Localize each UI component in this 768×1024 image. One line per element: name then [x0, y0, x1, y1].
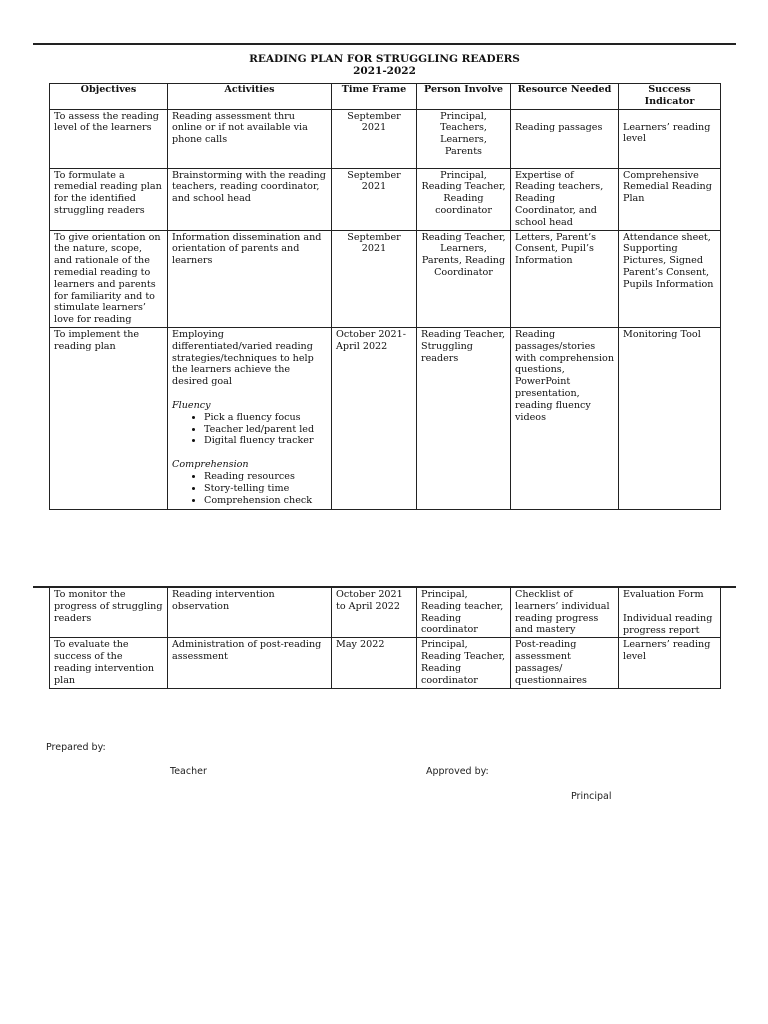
- activity-cell: Reading intervention observation: [168, 588, 332, 638]
- list-item: • Digital fluency tracker: [204, 435, 327, 447]
- time-frame-cell: September 2021: [332, 109, 417, 168]
- table-row: [50, 327, 721, 509]
- spacer: [623, 601, 716, 613]
- objective-cell: To formulate a remedial reading plan for the identified struggling readers: [50, 168, 168, 230]
- table-row: [50, 109, 721, 168]
- table-row: [50, 638, 721, 688]
- resource-cell: Post-reading assessment passages/ questionnaires: [511, 638, 619, 688]
- time-frame-cell: October 2021 to April 2022: [332, 588, 417, 638]
- header-resource-needed: Resource Needed: [511, 84, 619, 110]
- header-objectives: Objectives: [50, 84, 168, 110]
- indicator-cell: Learners’ reading level: [619, 109, 721, 168]
- objective-cell: To assess the reading level of the learners: [50, 109, 168, 168]
- comprehension-list: [172, 471, 327, 506]
- time-frame-cell: May 2022: [332, 638, 417, 688]
- time-frame-cell: October 2021-April 2022: [332, 327, 417, 509]
- person-cell: Reading Teacher, Learners, Parents, Reading Coordinator: [417, 230, 511, 327]
- person-cell: Principal, Teachers, Learners, Parents: [417, 109, 511, 168]
- resource-cell: Reading passages/stories with comprehension questions, PowerPoint presentation, reading fluency videos: [511, 327, 619, 509]
- resource-cell: Checklist of learners’ individual reading progress and mastery: [511, 588, 619, 638]
- table-row: [50, 230, 721, 327]
- activity-cell: Reading assessment thru online or if not available via phone calls: [168, 109, 332, 168]
- resource-cell: Reading passages: [511, 109, 619, 168]
- person-cell: Principal, Reading Teacher, Reading coordinator: [417, 168, 511, 230]
- comprehension-label: Comprehension: [172, 459, 249, 471]
- header-activities: Activities: [168, 84, 332, 110]
- person-cell: Principal, Reading teacher, Reading coordinator: [417, 588, 511, 638]
- teacher-signature-label: Teacher: [170, 766, 207, 777]
- time-frame-cell: September 2021: [332, 168, 417, 230]
- person-cell: Principal, Reading Teacher, Reading coordinator: [417, 638, 511, 688]
- document-year: 2021-2022: [353, 65, 416, 77]
- resource-cell: Letters, Parent’s Consent, Pupil’s Information: [511, 230, 619, 327]
- indicator-cell: Comprehensive Remedial Reading Plan: [619, 168, 721, 230]
- reading-plan-table-continued: [49, 587, 721, 689]
- prepared-by-label: Prepared by:: [46, 742, 106, 753]
- list-item: • Story-telling time: [204, 483, 327, 495]
- list-item: • Comprehension check: [204, 495, 327, 507]
- indicator-cell: [619, 588, 721, 638]
- objective-cell: To monitor the progress of struggling readers: [50, 588, 168, 638]
- header-person-involve: Person Involve: [417, 84, 511, 110]
- objective-cell: To implement the reading plan: [50, 327, 168, 509]
- principal-signature-label: Principal: [571, 791, 612, 802]
- activity-cell: Brainstorming with the reading teachers, reading coordinator, and school head: [168, 168, 332, 230]
- activity-cell: [168, 327, 332, 509]
- activity-cell: Information dissemination and orientation of parents and learners: [168, 230, 332, 327]
- document-title: READING PLAN FOR STRUGGLING READERS: [249, 53, 520, 65]
- list-item: • Teacher led/parent led: [204, 424, 327, 436]
- table-header-row: [50, 84, 721, 110]
- spacer: [172, 388, 327, 400]
- time-frame-cell: September 2021: [332, 230, 417, 327]
- fluency-list: [172, 412, 327, 447]
- fluency-label: Fluency: [172, 399, 211, 411]
- indicator-cell: Attendance sheet, Supporting Pictures, Signed Parent’s Consent, Pupils Information: [619, 230, 721, 327]
- table-row: [50, 168, 721, 230]
- objective-cell: To give orientation on the nature, scope, and rationale of the remedial reading to learners and parents for familiarity and to stimulate learners’ love for reading: [50, 230, 168, 327]
- indicator-cell: Learners’ reading level: [619, 638, 721, 688]
- header-success-indicator: Success Indicator: [619, 84, 721, 110]
- reading-plan-table: [49, 83, 721, 510]
- list-item: • Pick a fluency focus: [204, 412, 327, 424]
- objective-cell: To evaluate the success of the reading intervention plan: [50, 638, 168, 688]
- indicator-text: Evaluation Form: [623, 589, 704, 600]
- indicator-cell: Monitoring Tool: [619, 327, 721, 509]
- top-rule: [33, 43, 736, 45]
- list-item: • Reading resources: [204, 471, 327, 483]
- approved-by-label: Approved by:: [426, 766, 489, 777]
- indicator-text: Individual reading progress report: [623, 612, 713, 636]
- resource-cell: Expertise of Reading teachers, Reading Coordinator, and school head: [511, 168, 619, 230]
- person-cell: Reading Teacher, Struggling readers: [417, 327, 511, 509]
- header-time-frame: Time Frame: [332, 84, 417, 110]
- spacer: [172, 447, 327, 459]
- activity-text: Employing differentiated/varied reading strategies/techniques to help the learners achieve the desired goal: [172, 328, 314, 388]
- table-row: [50, 588, 721, 638]
- activity-cell: Administration of post-reading assessment: [168, 638, 332, 688]
